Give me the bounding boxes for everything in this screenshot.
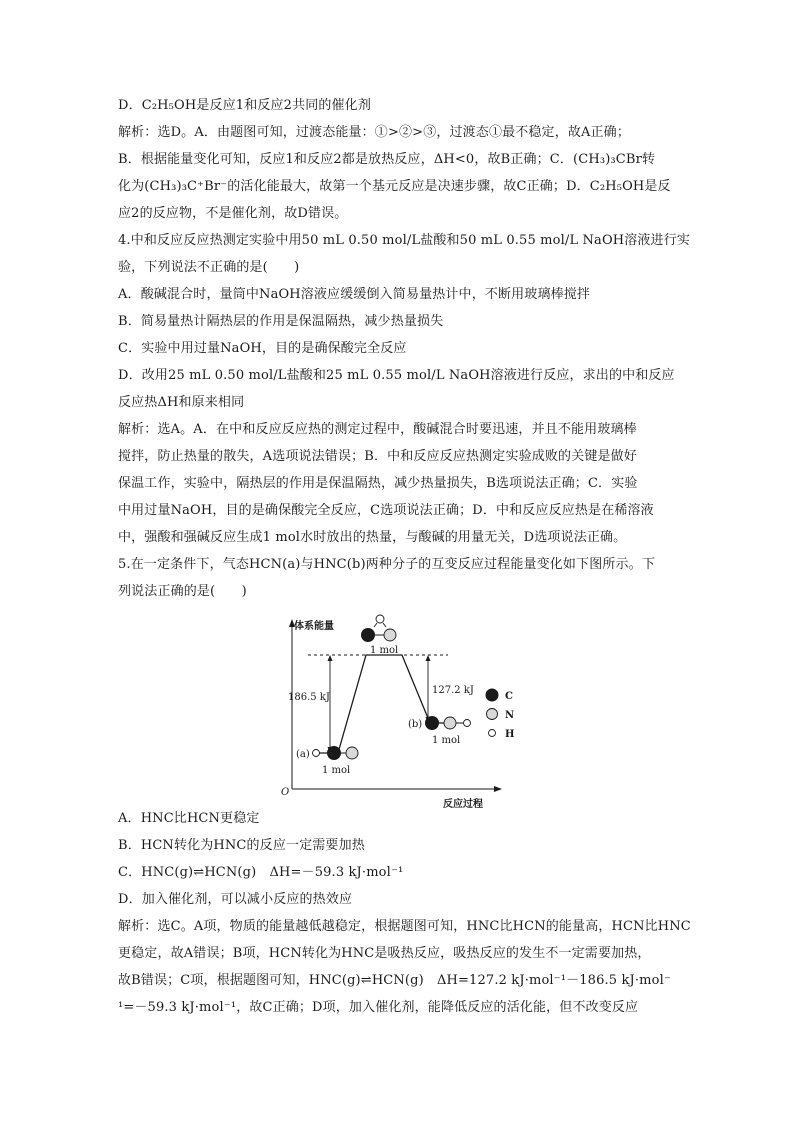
- q5-analysis-line: ¹=－59.3 kJ·mol⁻¹，故C正确；D项，加入催化剂，能降低反应的活化能，但不改变反应: [118, 1000, 639, 1015]
- q3-analysis-line: B．根据能量变化可知，反应1和反应2都是放热反应，ΔH<0，故B正确；C．(CH₃)₃CBr转: [118, 152, 656, 167]
- legend-nitrogen-label: N: [505, 710, 515, 721]
- q3-analysis-line: 化为(CH₃)₃C⁺Br⁻的活化能最大，故第一个基元反应是决速步骤，故C正确；D．C₂H₅OH是反: [118, 179, 671, 194]
- q3-option-d: D．C₂H₅OH是反应1和反应2共同的催化剂: [118, 98, 371, 113]
- energy-diagram: [118, 611, 684, 810]
- q4-option-d-line: D．改用25 mL 0.50 mol/L盐酸和25 mL 0.55 mol/L NaOH溶液进行反应，求出的中和反应: [118, 368, 675, 383]
- q4-option-a: A．酸碱混合时，量筒中NaOH溶液应缓缓倒入简易量热计中，不断用玻璃棒搅拌: [118, 287, 591, 302]
- q5-analysis-line: 故B错误；C项，根据题图可知，HNC(g)⇌HCN(g) ΔH=127.2 kJ·mol⁻¹－186.5 kJ·mol⁻: [118, 973, 671, 988]
- y-axis-label: 体系能量: [294, 621, 334, 632]
- legend: [486, 689, 515, 741]
- q4-option-c: C．实验中用过量NaOH，目的是确保酸完全反应: [118, 341, 407, 356]
- legend-carbon-icon: [486, 689, 499, 702]
- state-b-amount: 1 mol: [432, 735, 461, 746]
- hydrogen-atom-icon: [464, 720, 471, 727]
- arrow-up-icon: [426, 655, 431, 661]
- q5-option-d: D．加入催化剂，可以减小反应的热效应: [118, 892, 353, 907]
- legend-hydrogen-icon: [489, 730, 496, 737]
- state-a-amount: 1 mol: [322, 765, 351, 776]
- q5-stem-line: 5.在一定条件下，气态HCN(a)与HNC(b)两种分子的互变反应过程能量变化如下图所示。下: [118, 557, 655, 572]
- hydrogen-atom-icon: [376, 615, 384, 623]
- q5-analysis-line: 更稳定，故A错误；B项，HCN转化为HNC是吸热反应，吸热反应的发生不一定需要加热，: [118, 946, 651, 961]
- carbon-atom-icon: [327, 746, 341, 760]
- q3-analysis-line: 解析：选D。A．由题图可知，过渡态能量：①>②>③，过渡态①最不稳定，故A正确；: [118, 125, 630, 140]
- q4-analysis-line: 解析：选A。A．在中和反应反应热的测定过程中，酸碱混合时要迅速，并且不能用玻璃棒: [118, 422, 637, 437]
- q3-analysis-line: 应2的反应物，不是催化剂，故D错误。: [118, 206, 348, 221]
- q4-option-b: B．简易量热计隔热层的作用是保温隔热，减少热量损失: [118, 314, 444, 329]
- arrow-up-icon: [328, 655, 333, 661]
- x-axis-label: 反应过程: [443, 799, 483, 810]
- barrier-right-label: 127.2 kJ: [432, 685, 474, 696]
- barrier-left-label: 186.5 kJ: [288, 692, 330, 703]
- state-a-label: (a): [296, 749, 310, 760]
- x-axis-arrow-icon: [494, 786, 502, 792]
- legend-hydrogen-label: H: [505, 729, 515, 740]
- nitrogen-atom-icon: [346, 747, 358, 759]
- q4-analysis-line: 搅拌，防止热量的散失，A选项说法错误；B．中和反应反应热测定实验成败的关键是做好: [118, 449, 637, 464]
- origin-label: O: [281, 787, 290, 798]
- energy-profile-line: [318, 655, 450, 753]
- hydrogen-atom-icon: [313, 750, 320, 757]
- page-content: [118, 92, 691, 1021]
- q4-analysis-line: 中，强酸和强碱反应生成1 mol水时放出的热量，与酸碱的用量无关，D选项说法正确。: [118, 530, 627, 545]
- q5-option-b: B．HCN转化为HNC的反应一定需要加热: [118, 838, 365, 853]
- q5-option-a: A．HNC比HCN更稳定: [118, 811, 260, 826]
- q4-stem-line: 验，下列说法不正确的是( ): [118, 260, 300, 275]
- state-b-label: (b): [408, 719, 423, 730]
- ts-amount-label: 1 mol: [370, 645, 399, 656]
- legend-nitrogen-icon: [487, 709, 498, 720]
- q5-option-c: C．HNC(g)⇌HCN(g) ΔH=－59.3 kJ·mol⁻¹: [118, 865, 404, 880]
- q4-stem-line: 4.中和反应反应热测定实验中用50 mL 0.50 mol/L盐酸和50 mL 0.55 mol/L NaOH溶液进行实: [118, 233, 690, 248]
- carbon-atom-icon: [361, 628, 375, 642]
- q4-analysis-line: 中用过量NaOH，目的是确保酸完全反应，C选项说法正确；D．中和反应反应热是在稀溶液: [118, 503, 654, 518]
- q4-analysis-line: 保温工作，实验中，隔热层的作用是保温隔热，减少热量损失，B选项说法正确；C．实验: [118, 476, 638, 491]
- carbon-atom-icon: [425, 716, 439, 730]
- q5-stem-line: 列说法正确的是( ): [118, 584, 247, 599]
- nitrogen-atom-icon: [384, 629, 396, 641]
- q5-analysis-line: 解析：选C。A项，物质的能量越低越稳定，根据题图可知，HNC比HCN的能量高，HCN比HNC: [118, 919, 691, 934]
- energy-diagram-svg: [118, 611, 684, 810]
- legend-carbon-label: C: [505, 691, 513, 702]
- q4-option-d-line: 反应热ΔH和原来相同: [118, 395, 245, 410]
- nitrogen-atom-icon: [444, 717, 456, 729]
